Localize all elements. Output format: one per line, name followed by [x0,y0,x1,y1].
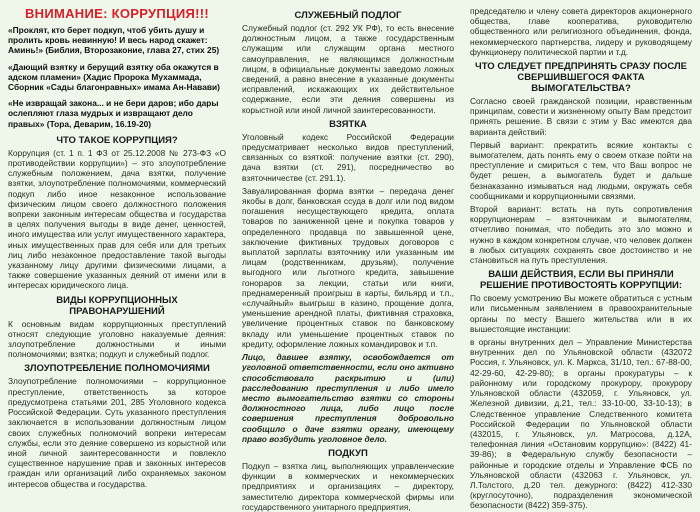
paragraph-veiled-bribe: Завуалированная форма взятки – передача денег якобы в долг, банковская ссуда в долг или под видом погашения несуществующего кредита, оплата товаров по заниженной цене и покупка товаров у определенного продавца по завышенной цене, заключение фиктивных трудовых договоров с выплатой зарплаты взяточнику или указанным им лицам (родственникам, друзьям), получение выгодного или льготного кредита, завышение гонораров за лекции, статьи или книги, преднамеренный проигрыш в карты, бильярд и т.п., «случайный» выигрыш в казино, прощение долга, уменьшение арендной платы, фиктивная страховка, увеличение процентных ставок по банковскому вкладу или уменьшение процентных ставок по кредиту, оформление ложных командировок и т.п. [242,185,454,349]
hadith-quote: «Дающий взятку и берущий взятку оба окажутся в адском пламени» (Хадис Пророка Мухаммада, Сборник «Сады благонравных» имама Ан-Навави) [8,61,220,93]
torah-quote: «Не извращай закона... и не бери даров; ибо дары ослепляют глаза мудрых и извращают дело правых» (Тора, Деварим, 16.19-20) [8,98,219,129]
column-1 [0,0,234,504]
paragraph-corruption-definition: Коррупция (ст. 1 п. 1 ФЗ от 25.12.2008 № 273-ФЗ «О противодействии коррупции») – это злоупотребление служебным положением, дача взятки, получение взятки, злоупотребление полномочиями, коммерческий подкуп либо иное незаконное использование физическим лицом своего должностного положения вопреки законным интересам общества и государства в целях получения выгоды в виде денег, ценностей, иного имущества или услуг имущественного характера, иных имущественных прав для себя или для третьих лиц либо незаконное предоставление такой выгоды указанному лицу другими физическими лицами, а также совершение указанных деяний от имени или в интересах юридического лица. [8,147,226,291]
heading-types-of-offenses: ВИДЫ КОРРУПЦИОННЫХ ПРАВОНАРУШЕНИЙ [56,294,178,317]
paragraph-two-options: Согласно своей гражданской позиции, нравственным принципам, совести и жизненному опыту Вам предстоит принять решение. В связи с этим у Вас имеются два варианта действий: [470,96,692,137]
heading-abuse-of-power: ЗЛОУПОТРЕБЛЕНИЕ ПОЛНОМОЧИЯМИ [24,363,210,375]
heading-after-extortion: ЧТО СЛЕДУЕТ ПРЕДПРИНЯТЬ СРАЗУ ПОСЛЕ СВЕРШИВШЕГОСЯ ФАКТА ВЫМОГАТЕЛЬСТВА? [475,61,687,95]
paragraph-first-option: Первый вариант: прекратить всякие контакты с вымогателем, дать понять ему о своем отказе пойти на преступление и смириться с тем, что Ваш вопрос не будет решен, а вымогатель будет и дальше безнаказанно измываться над людьми, окружать себя сообщниками и коррупционными связями. [470,139,692,201]
paragraph-bribe-articles: Уголовный кодекс Российской Федерации предусматривает несколько видов преступлений, связанных со взяткой: получение взятки (ст. 290), дача взятки (ст. 291), посредничество во взяточничестве (ст. 291.1). [242,131,454,183]
paragraph-types: К основным видам коррупционных преступлений относят следующие уголовно наказуемые деяния: злоупотребление должностными и иными полномочиями; взятка; подкуп и служебный подлог. [8,318,226,360]
paragraph-abuse-of-power: Злоупотребление полномочиями – коррупционное преступление, ответственность за которое предусмотрена статьями 201, 285 Уголовного кодекса Российской Федерации. Суть указанного преступления заключается в использовании должностным лицом своих служебных полномочий вопреки интересам службы, если это деяние совершено из корыстной или иной личной заинтересованности и повлекло существенное нарушение прав и законных интересов граждан или организаций либо охраняемых законом интересов общества и государства. [8,376,226,489]
paragraph-bribery: Подкуп – взятка лиц, выполняющих управленческие функции в коммерческих и некоммерческих предприятиях и организациях – директору, заместителю директора коммерческой фирмы или государственного унитарного предприятия, [242,460,454,512]
heading-official-forgery: СЛУЖЕБНЫЙ ПОДЛОГ [294,10,402,21]
warning-title: ВНИМАНИЕ: КОРРУПЦИЯ!!! [24,6,210,21]
column-3 [462,0,700,511]
heading-your-actions: ВАШИ ДЕЙСТВИЯ, ЕСЛИ ВЫ ПРИНЯЛИ РЕШЕНИЕ ПРОТИВОСТОЯТЬ КОРРУПЦИИ: [479,269,683,292]
paragraph-contacts: в органы внутренних дел – Управление Министерства внутренних дел по Ульяновской области (432072 Россия, г. Ульяновск, ул. К. Маркса, 31/10, тел.: 67-88-00, 42-29-60, 42-29-80); в органы прокуратуры – к районному или городскому прокурору, прокурору Ульяновской области (432059, г. Ульяновск, ул. Железной дивизии, д.21, тел.: 33-10-00, 33-10-13); в Следственное управление Следственного комитета Российской Федерации по Ульяновской области (432015, г. Ульяновск, ул. Матросова, д.12А, телефонная линия «Остановим коррупцию»: (8422) 41-39-86); в Федеральную службу безопасности – районные и городские отделы и Управление ФСБ по Ульяновской области (432063 г. Ульяновск, ул. Л.Толстого, д.20 тел. дежурного: (8422) 412-330 (круглосуточно), подразделения экономической безопасности (8422) 359-375). [470,337,692,511]
paragraph-exemption: Лицо, давшее взятку, освобождается от уголовной ответственности, если оно активно способствовало раскрытию и (или) расследованию преступления и либо имело место вымогательство взятки со стороны должностного лица, либо лицо после совершения преступления добровольно сообщило о даче взятки органу, имеющему право возбудить уголовное дело. [242,352,454,444]
heading-bribe: ВЗЯТКА [329,118,367,130]
bible-quote: «Проклят, кто берет подкуп, чтоб убить душу и пролить кровь невинную! И весь народ скажет: Аминь!» (Библия, Второзаконие, глава 27, стих 25) [8,25,220,56]
paragraph-bribery-continued: председателю и члену совета директоров акционерного общества, главе кооператива, руководителю общественного или религиозного объединения, фонда, некоммерческого партнерства, лидеру и руководящему функционеру политической партии и т.д. [470,6,692,57]
heading-bribery: ПОДКУП [328,447,368,459]
column-2 [234,0,462,512]
paragraph-apply: По своему усмотрению Вы можете обратиться с устным или письменным заявлением в правоохранительные органы по месту Вашего жительства или в их вышестоящие инстанции: [470,293,692,334]
heading-what-is-corruption: ЧТО ТАКОЕ КОРРУПЦИЯ? [56,134,178,146]
paragraph-official-forgery: Служебный подлог (ст. 292 УК РФ), то есть внесение должностным лицом, а также государственным служащим или служащим органа местного самоуправления, не являющимся должностным лицом, в официальные документы заведомо ложных сведений, а равно внесение в указанные документы исправлений, искажающих их действительное содержание, если эти деяния совершены из корыстной или иной личной заинтересованности. [242,23,454,115]
paragraph-second-option: Второй вариант: встать на путь сопротивления коррупционерам – взяточникам и вымогателям, отчетливо понимая, что победить это зло можно и нужно в каждом конкретном случае, что человек должен в любых ситуациях сохранять свое достоинство и не становиться на путь преступления. [470,204,692,266]
